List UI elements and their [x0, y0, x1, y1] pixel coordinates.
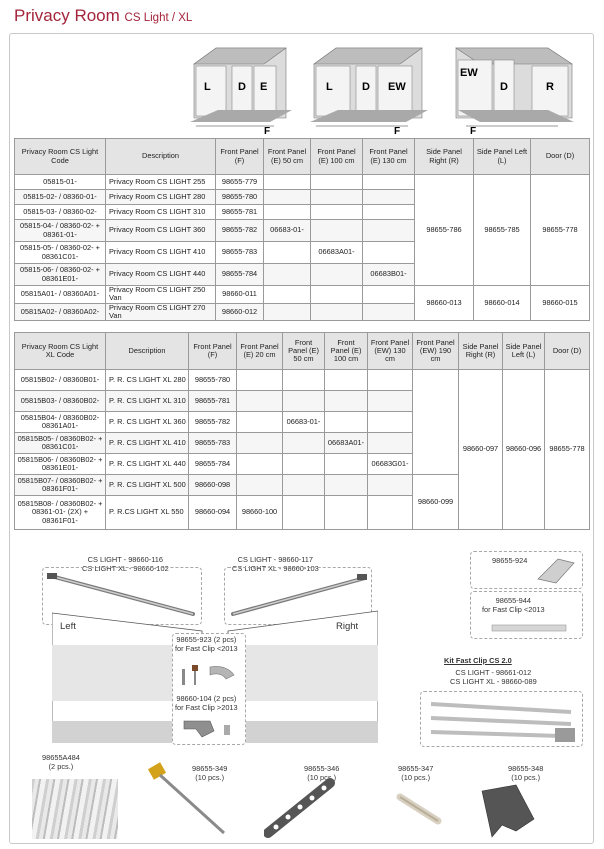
t2-ew130: [368, 370, 413, 391]
t1-header-e130: Front Panel (E) 130 cm: [363, 139, 415, 175]
table-row: [15, 286, 590, 304]
kit-icon: [421, 692, 584, 748]
t1-e50: [264, 286, 311, 304]
t2-e50: [283, 454, 325, 475]
t1-code: 05815A01- / 08360A01-: [15, 286, 106, 304]
t2-desc: P. R. CS LIGHT XL 410: [106, 433, 189, 454]
t2-desc: P. R. CS LIGHT XL 280: [106, 370, 189, 391]
part-348-line2: (10 pcs.): [511, 772, 541, 782]
t2-ew130: [368, 475, 413, 496]
t1-e130: [363, 220, 415, 242]
t1-code: 05815-03- / 08360-02-: [15, 205, 106, 220]
diagram-3-front: F: [470, 126, 477, 135]
part-346-line1: 98655-346: [304, 764, 340, 773]
t1-e100: [311, 175, 363, 190]
t2-ew130: [368, 412, 413, 433]
t2-code: 05815B03- / 08360B02-: [15, 391, 106, 412]
t2-header-e50: Front Panel (E) 50 cm: [283, 333, 325, 370]
t1-desc: Privacy Room CS LIGHT 280: [106, 190, 216, 205]
peg-icon: [144, 757, 234, 841]
t2-ew190-empty: [413, 370, 459, 475]
t2-desc: P. R. CS LIGHT XL 360: [106, 412, 189, 433]
t1-header-l: Side Panel Left (L): [474, 139, 531, 175]
clip-104-line2: for Fast Clip >2013: [175, 702, 238, 712]
clip-924-icon: [534, 555, 580, 585]
t2-header-e20: Front Panel (E) 20 cm: [237, 333, 283, 370]
t2-e50: [283, 496, 325, 530]
t1-e50: [264, 303, 311, 321]
spec-table-cs-light: [14, 138, 590, 321]
t1-e130: [363, 175, 415, 190]
rail-left-line2: CS LIGHT XL - 98660-102: [82, 563, 169, 573]
spec-table-cs-light-xl: [14, 332, 590, 530]
t1-desc: Privacy Room CS LIGHT 440: [106, 264, 216, 286]
part-346-line2: (10 pcs.): [307, 772, 337, 782]
diagram-2: [308, 40, 434, 135]
t1-group1-d: 98655-778: [531, 175, 590, 286]
t1-desc: Privacy Room CS LIGHT 410: [106, 242, 216, 264]
t1-e100: 06683A01-: [311, 242, 363, 264]
t1-desc: Privacy Room CS LIGHT 310: [106, 205, 216, 220]
t1-f: 98655-780: [216, 190, 264, 205]
t1-desc: Privacy Room CS LIGHT 360: [106, 220, 216, 242]
t2-e100: [325, 370, 368, 391]
t1-group1-l: 98655-785: [474, 175, 531, 286]
t2-ew130: [368, 496, 413, 530]
clip-923-line2: for Fast Clip <2013: [175, 643, 238, 653]
t2-header-d: Door (D): [545, 333, 590, 370]
t2-desc: P. R.CS LIGHT XL 550: [106, 496, 189, 530]
t1-code: 05815-05- / 08360-02- + 08361C01-: [15, 242, 106, 264]
t2-code: 05815B08- / 08360B02- + 08361-01- (2X) + 08361F01-: [15, 496, 106, 530]
t1-e50: [264, 242, 311, 264]
t1-e130: [363, 205, 415, 220]
t2-desc: P. R. CS LIGHT XL 440: [106, 454, 189, 475]
t2-desc: P. R. CS LIGHT XL 310: [106, 391, 189, 412]
t2-e50: [283, 391, 325, 412]
diagram-1-front: F: [264, 126, 271, 135]
t1-e100: [311, 286, 363, 304]
clip-104-line1: 98660-104 (2 pcs): [176, 694, 237, 703]
t2-e20: [237, 370, 283, 391]
t2-e50: [283, 475, 325, 496]
fabric-line2: (2 pcs.): [48, 761, 74, 771]
t1-e130: [363, 242, 415, 264]
t2-header-f: Front Panel (F): [189, 333, 237, 370]
t2-f: 98655-780: [189, 370, 237, 391]
t2-e50: [283, 370, 325, 391]
side-left-label: Left: [60, 621, 76, 632]
clip-923-line1: 98655-923 (2 pcs): [176, 635, 237, 644]
t2-e100: [325, 454, 368, 475]
t2-header-e100: Front Panel (E) 100 cm: [325, 333, 368, 370]
t1-code: 05815-02- / 08360-01-: [15, 190, 106, 205]
t1-header-e100: Front Panel (E) 100 cm: [311, 139, 363, 175]
t2-group-r: 98660-097: [459, 370, 503, 530]
table-row: [15, 370, 590, 391]
t1-e130: [363, 286, 415, 304]
t2-header-desc: Description: [106, 333, 189, 370]
rubber-loop-icon: [394, 791, 444, 827]
title-sub: CS Light / XL: [124, 12, 193, 24]
t2-group-d: 98655-778: [545, 370, 590, 530]
t2-header-code: Privacy Room CS Light XL Code: [15, 333, 106, 370]
side-right-label: Right: [336, 621, 359, 632]
hook-icon: [472, 781, 552, 841]
t1-code: 05815-04- / 08360-02- + 08361-01-: [15, 220, 106, 242]
t2-e100: [325, 391, 368, 412]
clip-944-label: [482, 597, 545, 614]
t1-desc: Privacy Room CS LIGHT 270 Van: [106, 303, 216, 321]
t1-header-f: Front Panel (F): [216, 139, 264, 175]
clip-944-icon: [490, 621, 568, 635]
clip-924-label: 98655-924: [492, 556, 528, 565]
t1-code: 05815-06- / 08360-02- + 08361E01-: [15, 264, 106, 286]
part-349-line1: 98655-349: [192, 764, 228, 773]
clip-104-icon: [180, 717, 238, 741]
t1-group1-r: 98655-786: [415, 175, 474, 286]
t1-e130: [363, 303, 415, 321]
t2-e20: [237, 475, 283, 496]
t2-f: 98655-781: [189, 391, 237, 412]
clip-923-label: [175, 636, 238, 653]
table-row: [15, 175, 590, 190]
t2-group-l: 98660-096: [503, 370, 545, 530]
t2-e100: [325, 412, 368, 433]
t2-header-l: Side Panel Left (L): [503, 333, 545, 370]
t1-e50: [264, 175, 311, 190]
rail-right-line2: CS LIGHT XL - 98660-103: [232, 563, 319, 573]
kit-label: [450, 669, 537, 686]
diagram-3-label-2: D: [500, 81, 508, 93]
kit-line1: CS LIGHT - 98661-012: [455, 668, 532, 677]
fabric-label: [42, 754, 80, 771]
t2-f: 98660-098: [189, 475, 237, 496]
t1-e130: [363, 190, 415, 205]
t2-e20: [237, 391, 283, 412]
t1-e100: [311, 205, 363, 220]
t2-header-ew130: Front Panel (EW) 130 cm: [368, 333, 413, 370]
t1-header-desc: Description: [106, 139, 216, 175]
t2-code: 05815B06- / 08360B02- + 08361E01-: [15, 454, 106, 475]
kit-title: Kit Fast Clip CS 2.0: [444, 656, 512, 665]
t1-e100: [311, 190, 363, 205]
fabric-icon: [32, 779, 118, 839]
t1-f: 98655-779: [216, 175, 264, 190]
diagram-2-label-1: L: [326, 81, 333, 93]
t2-e20: [237, 454, 283, 475]
t1-group2-r: 98660-013: [415, 286, 474, 321]
t1-header-e50: Front Panel (E) 50 cm: [264, 139, 311, 175]
rail-left-line1: CS LIGHT - 98660-116: [87, 555, 163, 564]
t2-ew130: 06683G01-: [368, 454, 413, 475]
tension-strap-icon: [264, 777, 340, 839]
t1-f: 98655-783: [216, 242, 264, 264]
t2-code: 05815B04- / 08360B02-08361A01-: [15, 412, 106, 433]
t1-e100: [311, 264, 363, 286]
t1-e100: [311, 303, 363, 321]
t1-e50: [264, 205, 311, 220]
t1-header-code: Privacy Room CS Light Code: [15, 139, 106, 175]
clip-104-label: [175, 695, 238, 712]
t1-e130: 06683B01-: [363, 264, 415, 286]
t2-ew190: 98660-099: [413, 475, 459, 530]
t1-group2-d: 98660-015: [531, 286, 590, 321]
diagram-2-label-3: EW: [388, 81, 406, 93]
rail-right-line1: CS LIGHT - 98660-117: [237, 555, 313, 564]
clip-923-icon: [180, 661, 238, 689]
kit-box: [420, 691, 583, 747]
t2-code: 05815B05- / 08360B02- + 08361C01-: [15, 433, 106, 454]
diagram-1: [188, 40, 300, 135]
t1-code: 05815A02- / 08360A02-: [15, 303, 106, 321]
t2-f: 98660-094: [189, 496, 237, 530]
t1-header-r: Side Panel Right (R): [415, 139, 474, 175]
fabric-line1: 98655A484: [42, 753, 80, 762]
part-347-line2: (10 pcs.): [401, 772, 431, 782]
t2-ew130: [368, 433, 413, 454]
diagram-1-label-3: E: [260, 81, 268, 93]
t2-desc: P. R. CS LIGHT XL 500: [106, 475, 189, 496]
part-348-label: [508, 765, 543, 782]
clip-944-line2: for Fast Clip <2013: [482, 604, 545, 614]
t2-f: 98655-784: [189, 454, 237, 475]
diagram-1-label-1: L: [204, 81, 211, 93]
t1-f: 98655-781: [216, 205, 264, 220]
t1-code: 05815-01-: [15, 175, 106, 190]
t2-code: 05815B07- / 08360B02- + 08361F01-: [15, 475, 106, 496]
t1-header-d: Door (D): [531, 139, 590, 175]
clip-944-line1: 98655-944: [495, 596, 531, 605]
t1-e50: [264, 190, 311, 205]
t2-f: 98655-783: [189, 433, 237, 454]
t1-f: 98660-011: [216, 286, 264, 304]
t1-desc: Privacy Room CS LIGHT 255: [106, 175, 216, 190]
t2-ew130: [368, 391, 413, 412]
part-347-label: [398, 765, 433, 782]
t1-group2-l: 98660-014: [474, 286, 531, 321]
t2-f: 98655-782: [189, 412, 237, 433]
t2-header-r: Side Panel Right (R): [459, 333, 503, 370]
t2-header-ew190: Front Panel (EW) 190 cm: [413, 333, 459, 370]
diagram-3-label-1: EW: [460, 67, 478, 79]
t2-e50: 06683-01-: [283, 412, 325, 433]
parts-section: [14, 545, 589, 845]
t2-e50: [283, 433, 325, 454]
t2-e100: [325, 496, 368, 530]
title-main: Privacy Room: [14, 6, 120, 25]
kit-line2: CS LIGHT XL - 98660-089: [450, 676, 537, 686]
t2-e20: [237, 412, 283, 433]
t1-f: 98660-012: [216, 303, 264, 321]
t1-e100: [311, 220, 363, 242]
part-347-line1: 98655-347: [398, 764, 434, 773]
t2-e100: [325, 475, 368, 496]
t2-code: 05815B02- / 08360B01-: [15, 370, 106, 391]
diagram-3-label-3: R: [546, 81, 554, 93]
t1-desc: Privacy Room CS LIGHT 250 Van: [106, 286, 216, 304]
t2-e20: [237, 433, 283, 454]
t1-f: 98655-782: [216, 220, 264, 242]
part-348-line1: 98655-348: [508, 764, 544, 773]
t2-e100: 06683A01-: [325, 433, 368, 454]
part-349-line2: (10 pcs.): [195, 772, 225, 782]
diagram-1-label-2: D: [238, 81, 246, 93]
diagram-2-label-2: D: [362, 81, 370, 93]
diagram-3: [450, 40, 578, 135]
t1-e50: 06683-01-: [264, 220, 311, 242]
t1-f: 98655-784: [216, 264, 264, 286]
t2-e20: 98660-100: [237, 496, 283, 530]
page-title: [14, 6, 192, 26]
diagram-2-front: F: [394, 126, 401, 135]
t1-e50: [264, 264, 311, 286]
